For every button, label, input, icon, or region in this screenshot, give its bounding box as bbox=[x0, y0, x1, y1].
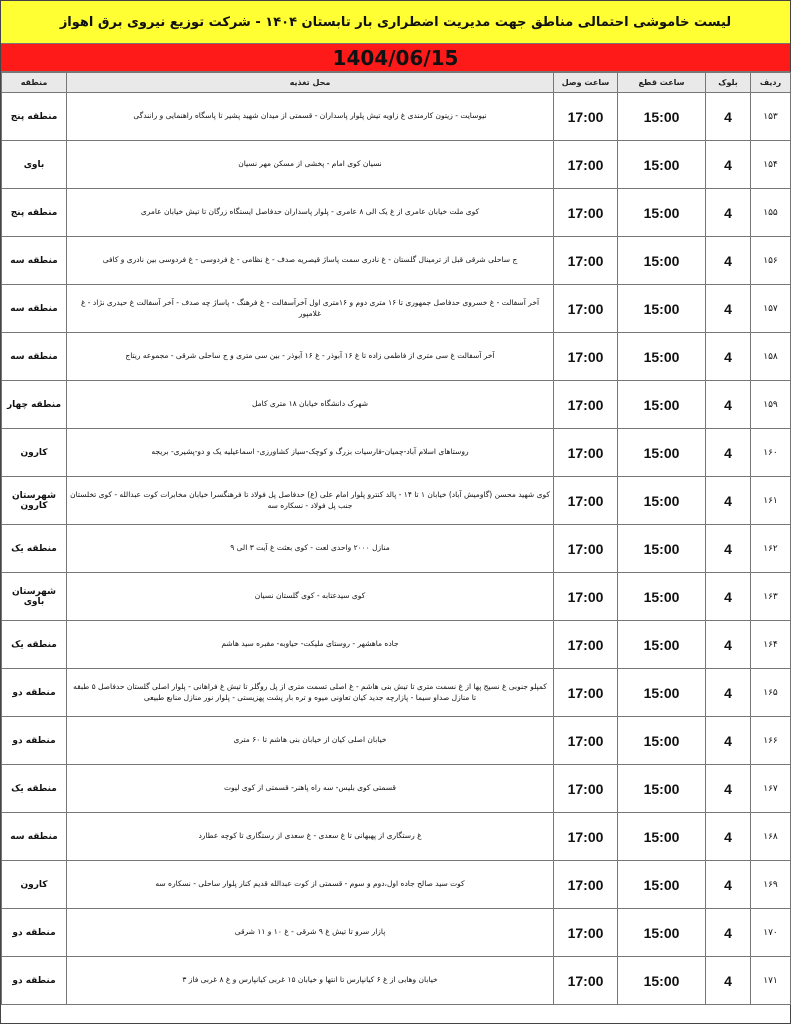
location-cell: نیوسایت - زیتون کارمندی غ زاویه تیش پلوار پاسداران - قسمتی از میدان شهید پشیر تا پاسگاه راهنمایی و رانندگی bbox=[67, 93, 554, 141]
table-row bbox=[2, 621, 791, 669]
cut-time-cell: 15:00 bbox=[618, 909, 706, 957]
cut-time-cell: 15:00 bbox=[618, 477, 706, 525]
row-number-cell: ۱۶۹ bbox=[751, 861, 791, 909]
block-number-cell: 4 bbox=[706, 285, 751, 333]
table-row bbox=[2, 909, 791, 957]
cut-time-cell: 15:00 bbox=[618, 861, 706, 909]
location-cell: کوی ملت خیابان عامری از غ یک الی ۸ عامری - پلوار پاسداران حدفاصل ایستگاه زرگان تا تیش خیابان عامری bbox=[67, 189, 554, 237]
cut-time-cell: 15:00 bbox=[618, 93, 706, 141]
row-number-cell: ۱۵۵ bbox=[751, 189, 791, 237]
table-row bbox=[2, 669, 791, 717]
col-header-row: ردیف bbox=[751, 73, 791, 93]
region-cell: منطقه سه bbox=[2, 285, 67, 333]
block-number-cell: 4 bbox=[706, 429, 751, 477]
connect-time-cell: 17:00 bbox=[554, 573, 618, 621]
table-row bbox=[2, 717, 791, 765]
connect-time-cell: 17:00 bbox=[554, 333, 618, 381]
table-row bbox=[2, 189, 791, 237]
cut-time-cell: 15:00 bbox=[618, 717, 706, 765]
connect-time-cell: 17:00 bbox=[554, 621, 618, 669]
row-number-cell: ۱۶۶ bbox=[751, 717, 791, 765]
connect-time-cell: 17:00 bbox=[554, 285, 618, 333]
connect-time-cell: 17:00 bbox=[554, 381, 618, 429]
row-number-cell: ۱۶۰ bbox=[751, 429, 791, 477]
location-cell: آخر آسفالت غ سی متری از فاطمی زاده تا غ ۱۶ آبوذر - غ ۱۶ آبوذر - بین سی متری و ج ساحلی شرقی - مجموعه ریتاج bbox=[67, 333, 554, 381]
row-number-cell: ۱۵۸ bbox=[751, 333, 791, 381]
cut-time-cell: 15:00 bbox=[618, 333, 706, 381]
connect-time-cell: 17:00 bbox=[554, 141, 618, 189]
cut-time-cell: 15:00 bbox=[618, 813, 706, 861]
cut-time-cell: 15:00 bbox=[618, 285, 706, 333]
row-number-cell: ۱۵۶ bbox=[751, 237, 791, 285]
page-title: لیست خاموشی احتمالی مناطق جهت مدیریت اضطراری بار تابستان ۱۴۰۴ - شرکت توزیع نیروی برق اهواز bbox=[1, 1, 790, 44]
location-cell: نسیان کوی امام - پخشی از مسکن مهر نسیان bbox=[67, 141, 554, 189]
region-cell: منطقه دو bbox=[2, 669, 67, 717]
region-cell: باوی bbox=[2, 141, 67, 189]
col-header-region: منطقه bbox=[2, 73, 67, 93]
location-cell: خیابان وهابی از غ ۶ کیانپارس تا انتها و خیابان ۱۵ غربی کیانپارس و غ ۸ غربی فاز ۳ bbox=[67, 957, 554, 1005]
cut-time-cell: 15:00 bbox=[618, 429, 706, 477]
cut-time-cell: 15:00 bbox=[618, 669, 706, 717]
date-banner: 1404/06/15 bbox=[1, 44, 790, 72]
region-cell: کارون bbox=[2, 861, 67, 909]
row-number-cell: ۱۶۴ bbox=[751, 621, 791, 669]
connect-time-cell: 17:00 bbox=[554, 669, 618, 717]
location-cell: جاده ماهشهر - روستای ملیکت- حیاوبه- مقبره سید هاشم bbox=[67, 621, 554, 669]
connect-time-cell: 17:00 bbox=[554, 957, 618, 1005]
region-cell: منطقه یک bbox=[2, 621, 67, 669]
region-cell: کارون bbox=[2, 429, 67, 477]
region-cell: منطقه دو bbox=[2, 717, 67, 765]
block-number-cell: 4 bbox=[706, 381, 751, 429]
table-row bbox=[2, 957, 791, 1005]
table-row bbox=[2, 861, 791, 909]
region-cell: شهرستان کارون bbox=[2, 477, 67, 525]
row-number-cell: ۱۶۵ bbox=[751, 669, 791, 717]
connect-time-cell: 17:00 bbox=[554, 813, 618, 861]
row-number-cell: ۱۶۱ bbox=[751, 477, 791, 525]
cut-time-cell: 15:00 bbox=[618, 957, 706, 1005]
cut-time-cell: 15:00 bbox=[618, 381, 706, 429]
table-row bbox=[2, 237, 791, 285]
block-number-cell: 4 bbox=[706, 573, 751, 621]
location-cell: کوت سید صالح جاده اول،دوم و سوم - قسمتی از کوت عبدالله قدیم کنار پلوار ساحلی - نسکاره سه bbox=[67, 861, 554, 909]
region-cell: منطقه یک bbox=[2, 525, 67, 573]
location-cell: روستاهای اسلام آباد-چمیان-فارسیات بزرگ و کوچک-سیاز کشاورزی- اسماعیلیه یک و دو-پشیری- بریجه bbox=[67, 429, 554, 477]
table-row bbox=[2, 333, 791, 381]
region-cell: منطقه سه bbox=[2, 237, 67, 285]
row-number-cell: ۱۶۷ bbox=[751, 765, 791, 813]
connect-time-cell: 17:00 bbox=[554, 717, 618, 765]
table-body bbox=[2, 93, 791, 1005]
block-number-cell: 4 bbox=[706, 93, 751, 141]
table-row bbox=[2, 765, 791, 813]
connect-time-cell: 17:00 bbox=[554, 429, 618, 477]
table-row bbox=[2, 93, 791, 141]
connect-time-cell: 17:00 bbox=[554, 477, 618, 525]
connect-time-cell: 17:00 bbox=[554, 237, 618, 285]
location-cell: خیابان اصلی کیان از خیابان بنی هاشم تا ۶۰ متری bbox=[67, 717, 554, 765]
col-header-connect-time: ساعت وصل bbox=[554, 73, 618, 93]
location-cell: ج ساحلی شرقی قبل از ترمینال گلستان - غ نادری سمت پاساژ قیصریه صدف - غ نظامی - غ فردوسی - غ فردوسی بین نادری و کافی bbox=[67, 237, 554, 285]
row-number-cell: ۱۵۴ bbox=[751, 141, 791, 189]
col-header-location: محل تغذیه bbox=[67, 73, 554, 93]
table-row bbox=[2, 573, 791, 621]
region-cell: منطقه پنج bbox=[2, 93, 67, 141]
row-number-cell: ۱۷۱ bbox=[751, 957, 791, 1005]
region-cell: منطقه یک bbox=[2, 765, 67, 813]
block-number-cell: 4 bbox=[706, 957, 751, 1005]
region-cell: منطقه چهار bbox=[2, 381, 67, 429]
block-number-cell: 4 bbox=[706, 765, 751, 813]
connect-time-cell: 17:00 bbox=[554, 189, 618, 237]
block-number-cell: 4 bbox=[706, 621, 751, 669]
location-cell: آخر آسفالت - غ خسروی حدفاصل جمهوری تا ۱۶ متری دوم و ۱۶متری اول آخرآسفالت - غ فرهنگ - پاساژ چه صدف - آخر آسفالت غ حیدری نژاد - غ غلامپور bbox=[67, 285, 554, 333]
row-number-cell: ۱۵۹ bbox=[751, 381, 791, 429]
row-number-cell: ۱۶۳ bbox=[751, 573, 791, 621]
col-header-block: بلوک bbox=[706, 73, 751, 93]
block-number-cell: 4 bbox=[706, 669, 751, 717]
block-number-cell: 4 bbox=[706, 333, 751, 381]
block-number-cell: 4 bbox=[706, 717, 751, 765]
table-row bbox=[2, 525, 791, 573]
location-cell: کوی سیدعتابه - کوی گلستان نسیان bbox=[67, 573, 554, 621]
table-row bbox=[2, 141, 791, 189]
row-number-cell: ۱۵۷ bbox=[751, 285, 791, 333]
table-header-row bbox=[2, 73, 791, 93]
table-row bbox=[2, 813, 791, 861]
block-number-cell: 4 bbox=[706, 141, 751, 189]
cut-time-cell: 15:00 bbox=[618, 573, 706, 621]
col-header-cut-time: ساعت قطع bbox=[618, 73, 706, 93]
connect-time-cell: 17:00 bbox=[554, 765, 618, 813]
block-number-cell: 4 bbox=[706, 525, 751, 573]
table-row bbox=[2, 381, 791, 429]
row-number-cell: ۱۶۸ bbox=[751, 813, 791, 861]
block-number-cell: 4 bbox=[706, 189, 751, 237]
connect-time-cell: 17:00 bbox=[554, 861, 618, 909]
location-cell: غ رستگاری از پهبهانی تا غ سعدی - غ سعدی از رستگاری تا کوچه عطارد bbox=[67, 813, 554, 861]
block-number-cell: 4 bbox=[706, 477, 751, 525]
outage-table bbox=[1, 72, 791, 1005]
connect-time-cell: 17:00 bbox=[554, 525, 618, 573]
cut-time-cell: 15:00 bbox=[618, 621, 706, 669]
location-cell: قسمتی کوی بلیس- سه راه پاهنر- قسمتی از کوی لیوت bbox=[67, 765, 554, 813]
cut-time-cell: 15:00 bbox=[618, 141, 706, 189]
table-row bbox=[2, 477, 791, 525]
row-number-cell: ۱۷۰ bbox=[751, 909, 791, 957]
row-number-cell: ۱۵۳ bbox=[751, 93, 791, 141]
connect-time-cell: 17:00 bbox=[554, 909, 618, 957]
block-number-cell: 4 bbox=[706, 861, 751, 909]
region-cell: منطقه سه bbox=[2, 813, 67, 861]
cut-time-cell: 15:00 bbox=[618, 525, 706, 573]
location-cell: شهرک دانشگاه خیابان ۱۸ متری کامل bbox=[67, 381, 554, 429]
table-row bbox=[2, 285, 791, 333]
region-cell: منطقه سه bbox=[2, 333, 67, 381]
block-number-cell: 4 bbox=[706, 237, 751, 285]
location-cell: منازل ۲۰۰۰ واحدی لعت - کوی بعثت غ آیت ۳ الی ۹ bbox=[67, 525, 554, 573]
region-cell: شهرستان باوی bbox=[2, 573, 67, 621]
region-cell: منطقه دو bbox=[2, 957, 67, 1005]
table-row bbox=[2, 429, 791, 477]
location-cell: کوی شهید محسن (گاومیش آباد) خیابان ۱ تا ۱۴ - پالد کنترو پلوار امام علی (ع) حدفاصل پل فولاد تا فرهنگسرا خیابان مخابرات کوت عبدالله - کوی تخلستان جنب پل فولاد - نسکاره سه bbox=[67, 477, 554, 525]
connect-time-cell: 17:00 bbox=[554, 93, 618, 141]
block-number-cell: 4 bbox=[706, 909, 751, 957]
location-cell: پازار سرو تا تیش غ ۹ شرقی - غ ۱۰ و ۱۱ شرقی bbox=[67, 909, 554, 957]
cut-time-cell: 15:00 bbox=[618, 237, 706, 285]
region-cell: منطقه دو bbox=[2, 909, 67, 957]
block-number-cell: 4 bbox=[706, 813, 751, 861]
cut-time-cell: 15:00 bbox=[618, 189, 706, 237]
location-cell: کمپلو جنوبی غ نسیج پها از غ نسمت متری تا تیش بنی هاشم - غ اصلی تسمت متری از پل روگلر تا تیش غ فراهانی - پلوار اصلی گلستان حدفاصل ۵ طبقه تا منازل صداو سیما - پازارچه جدید کیان تعاونی میوه و تره بار پشت پهزیستی - پلوار نور منازل منابع طبیعی bbox=[67, 669, 554, 717]
cut-time-cell: 15:00 bbox=[618, 765, 706, 813]
row-number-cell: ۱۶۲ bbox=[751, 525, 791, 573]
region-cell: منطقه پنج bbox=[2, 189, 67, 237]
